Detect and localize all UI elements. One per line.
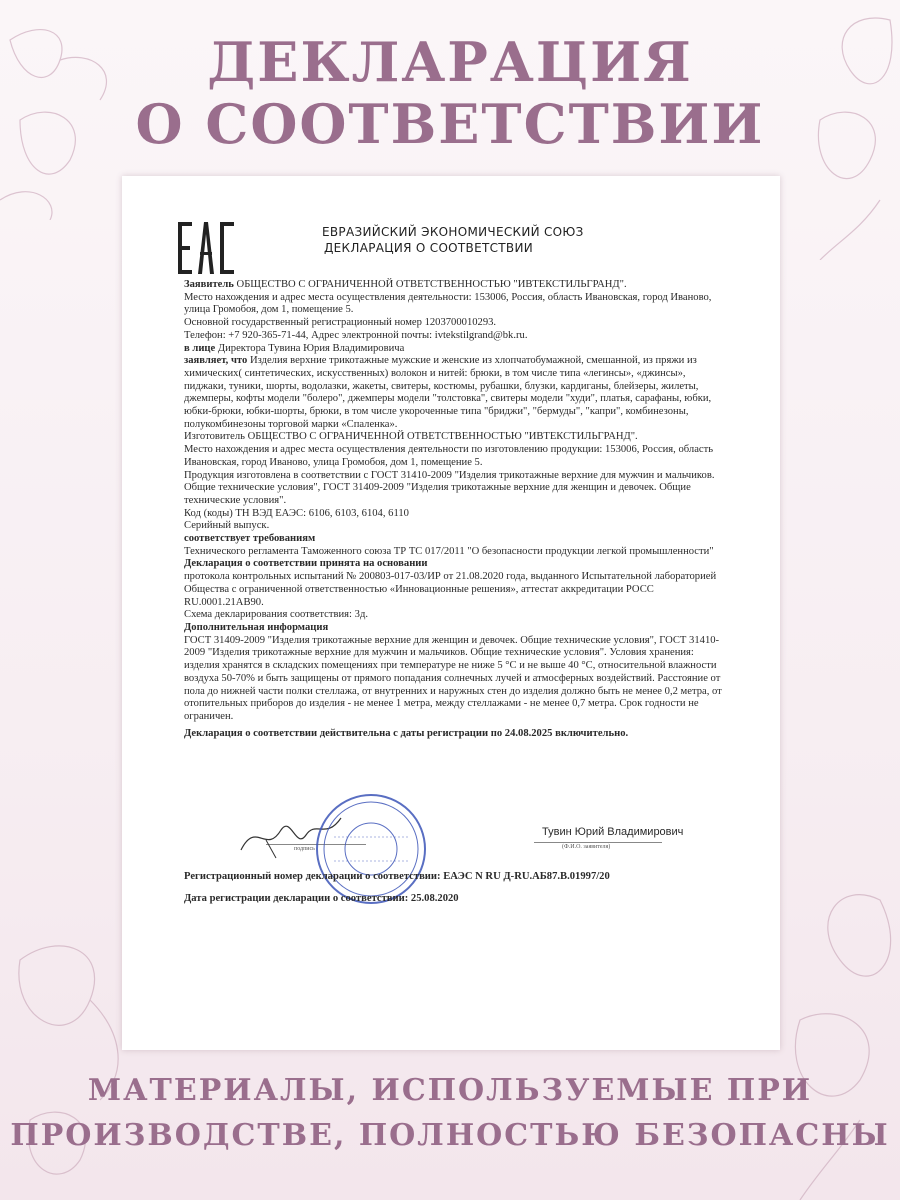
complies: Технического регламента Таможенного союза ТР ТС 017/2011 "О безопасности продукции легкой промышленности"	[184, 545, 714, 557]
manufacturer-address: Место нахождения и адрес места осуществления деятельности по изготовлению продукции: 153006, Россия, область Ивановская, город Иваново, улица Громобоя, дом 1, помещение 5.	[184, 444, 714, 468]
signer-caption: (Ф.И.О. заявителя)	[562, 844, 611, 850]
document-body	[184, 279, 724, 740]
signer-name: Тувин Юрий Владимирович	[542, 826, 684, 838]
phone: Телефон: +7 920-365-71-44, Адрес электронной почты: ivtekstilgrand@bk.ru.	[184, 329, 528, 341]
document-header	[322, 224, 662, 256]
basis-label: Декларация о соответствии принята на основании	[184, 558, 428, 570]
basis: протокола контрольных испытаний № 200803-017-03/ИР от 21.08.2020 года, выданного Испытательной лабораторией Общества с ограниченной ответственностью «Инновационные решения», аттестат аккредитации РОСС RU.0001.21АВ90.	[184, 571, 717, 608]
declaration-document	[122, 176, 780, 1050]
page-title-line-2: О СООТВЕТСТВИИ	[135, 92, 765, 156]
extra-info: ГОСТ 31409-2009 "Изделия трикотажные верхние для женщин и девочек. Общие технические условия", ГОСТ 31410-2009 "Изделия трикотажные верхние для мужчин и мальчиков. Общие технические условия". Условия хранения: изделия хранятся в складских помещениях при температуре не ниже 5 °С и не выше 40 °С, относительной влажности воздуха 50-70% и быть защищены от прямого попадания солнечных лучей и атмосферных воздействий. Расстояние от пола до нижней части полки стеллажа, от внутренних и наружных стен до изделия должно быть не менее 0,2 метра, от отопительных приборов до изделия - не менее 1 метра, между стеллажами - не менее 0,7 метра. Срок годности не ограничен.	[184, 634, 722, 722]
page-title-line-1: ДЕКЛАРАЦИЯ	[207, 30, 693, 94]
extra-label: Дополнительная информация	[184, 621, 329, 633]
ogrn: Основной государственный регистрационный номер 1203700010293.	[184, 317, 497, 329]
serial: Серийный выпуск.	[184, 520, 270, 532]
scheme: Схема декларирования соответствия: 3д.	[184, 609, 368, 621]
signer-line	[534, 842, 662, 843]
applicant-address: Место нахождения и адрес места осуществления деятельности: 153006, Россия, область Ивановская, город Иваново, улица Громобоя, дом 1, помещение 5.	[184, 291, 712, 316]
in-person: в лице Директора Тувина Юрия Владимировича	[184, 342, 405, 354]
registration-date: Дата регистрации декларации о соответствии: 25.08.2020	[184, 893, 459, 904]
footer-line-1: МАТЕРИАЛЫ, ИСПОЛЬЗУЕМЫЕ ПРИ	[87, 1073, 813, 1108]
union-name: ЕВРАЗИЙСКИЙ ЭКОНОМИЧЕСКИЙ СОЮЗ	[322, 225, 584, 239]
footer-line-2: ПРОИЗВОДСТВЕ, ПОЛНОСТЬЮ БЕЗОПАСНЫ	[10, 1118, 890, 1153]
applicant: Заявитель ОБЩЕСТВО С ОГРАНИЧЕННОЙ ОТВЕТСТВЕННОСТЬЮ "ИВТЕКСТИЛЬГРАНД".	[184, 279, 627, 290]
complies-label: соответствует требованиям	[184, 533, 316, 545]
declares: заявляет, что Изделия верхние трикотажные мужские и женские из хлопчатобумажной, смешанной, из пряжи из химических( синтетических, искусственных) волокон и нитей: брюки, в том числе типа «легинсы», «джинсы», пиджаки, туники, шорты, водолазки, жакеты, свитеры, костюмы, рубашки, блузки, кардиганы, блейзеры, жилеты, джемперы, кофты модели "болеро", джемперы модели "толстовка", свитеры модели "худи", платья, сарафаны, юбки, юбки-брюки, юбки-шорты, брюки, в том числе укороченные типа "бриджи", "бермуды", "капри", комбинезоны, полукомбинезоны торговой марки «Спаленка».	[184, 355, 712, 430]
manufacturer: Изготовитель ОБЩЕСТВО С ОГРАНИЧЕННОЙ ОТВЕТСТВЕННОСТЬЮ "ИВТЕКСТИЛЬГРАНД".	[184, 431, 638, 443]
validity: Декларация о соответствии действительна с даты регистрации по 24.08.2025 включительно.	[184, 727, 629, 739]
document-type: ДЕКЛАРАЦИЯ О СООТВЕТСТВИИ	[324, 241, 533, 255]
registration-block	[184, 866, 724, 910]
eac-logo-icon	[178, 222, 234, 274]
signature-caption: подпись	[294, 846, 315, 852]
registration-number: Регистрационный номер декларации о соответствии: ЕАЭС N RU Д-RU.АБ87.В.01997/20	[184, 871, 610, 882]
standards: Продукция изготовлена в соответствии с ГОСТ 31410-2009 "Изделия трикотажные верхние для мужчин и мальчиков. Общие технические условия", ГОСТ 31409-2009 "Изделия трикотажные верхние для женщин и девочек. Общие технические условия".	[184, 469, 715, 506]
tnved-code: Код (коды) ТН ВЭД ЕАЭС: 6106, 6103, 6104, 6110	[184, 507, 409, 519]
